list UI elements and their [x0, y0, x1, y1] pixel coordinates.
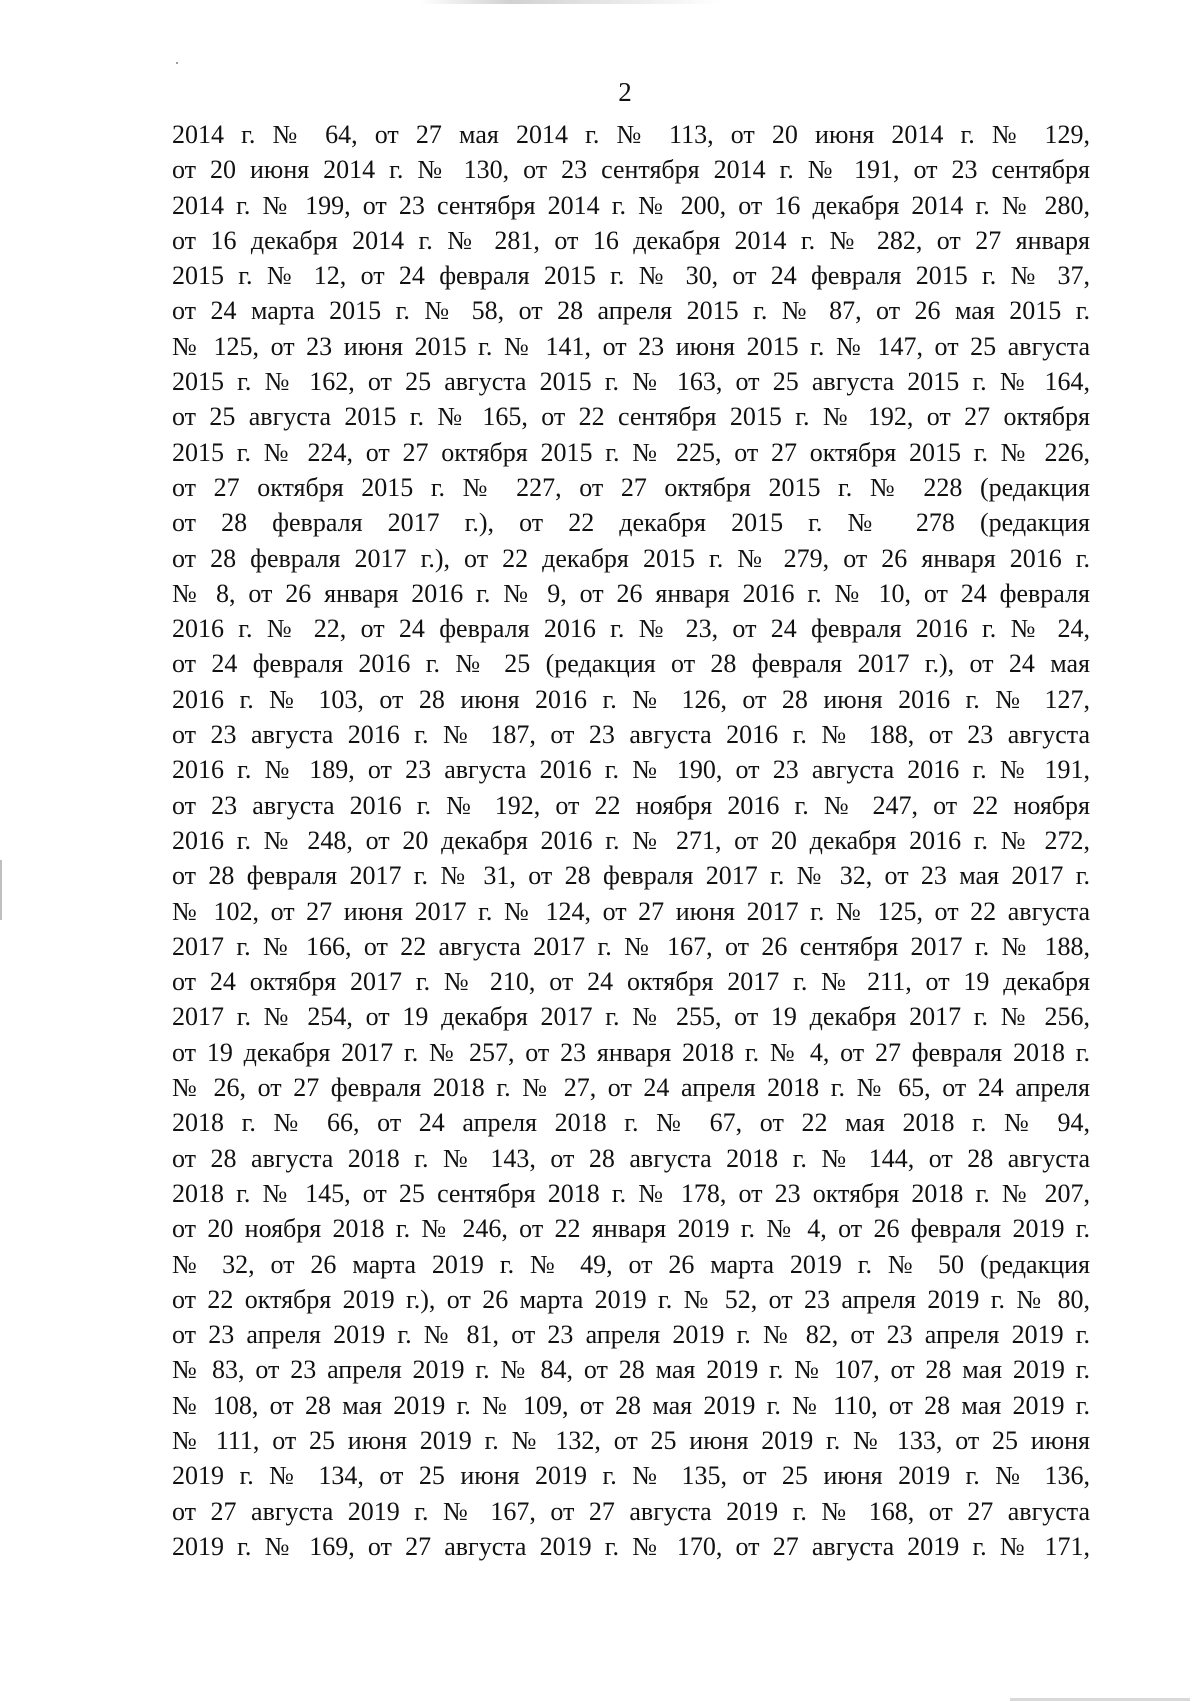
text-line: 2018 г. № 145, от 25 сентября 2018 г. № 178, от 23 октября 2018 г. № 207,: [172, 1178, 1090, 1208]
text-line: от 24 октября 2017 г. № 210, от 24 октября 2017 г. № 211, от 19 декабря: [172, 967, 1090, 997]
text-line: № 108, от 28 мая 2019 г. № 109, от 28 мая 2019 г. № 110, от 28 мая 2019 г.: [172, 1390, 1090, 1420]
text-line: от 20 июня 2014 г. № 130, от 23 сентября 2014 г. № 191, от 23 сентября: [172, 155, 1090, 185]
text-line: 2015 г. № 12, от 24 февраля 2015 г. № 30, от 24 февраля 2015 г. № 37,: [172, 261, 1090, 291]
text-line: от 22 октября 2019 г.), от 26 марта 2019 г. № 52, от 23 апреля 2019 г. № 80,: [172, 1284, 1090, 1314]
text-line: от 24 марта 2015 г. № 58, от 28 апреля 2015 г. № 87, от 26 мая 2015 г.: [172, 296, 1090, 326]
text-line: 2014 г. № 64, от 27 мая 2014 г. № 113, от 20 июня 2014 г. № 129,: [172, 120, 1090, 149]
text-line: 2015 г. № 224, от 27 октября 2015 г. № 225, от 27 октября 2015 г. № 226,: [172, 437, 1090, 467]
text-line: от 27 августа 2019 г. № 167, от 27 августа 2019 г. № 168, от 27 августа: [172, 1496, 1090, 1526]
text-line: 2017 г. № 254, от 19 декабря 2017 г. № 255, от 19 декабря 2017 г. № 256,: [172, 1002, 1090, 1032]
text-line: № 125, от 23 июня 2015 г. № 141, от 23 июня 2015 г. № 147, от 25 августа: [172, 331, 1090, 361]
text-line: 2018 г. № 66, от 24 апреля 2018 г. № 67, от 22 мая 2018 г. № 94,: [172, 1108, 1090, 1138]
text-line: 2016 г. № 22, от 24 февраля 2016 г. № 23, от 24 февраля 2016 г. № 24,: [172, 614, 1090, 644]
text-line: 2014 г. № 199, от 23 сентября 2014 г. № 200, от 16 декабря 2014 г. № 280,: [172, 190, 1090, 220]
text-line: от 23 августа 2016 г. № 187, от 23 августа 2016 г. № 188, от 23 августа: [172, 720, 1090, 750]
text-line: 2016 г. № 248, от 20 декабря 2016 г. № 271, от 20 декабря 2016 г. № 272,: [172, 825, 1090, 855]
text-line: от 20 ноября 2018 г. № 246, от 22 января 2019 г. № 4, от 26 февраля 2019 г.: [172, 1214, 1090, 1244]
scan-artifact-left: [0, 860, 2, 920]
text-line: от 27 октября 2015 г. № 227, от 27 октября 2015 г. № 228 (редакция: [172, 472, 1090, 502]
text-line: 2016 г. № 189, от 23 августа 2016 г. № 190, от 23 августа 2016 г. № 191,: [172, 755, 1090, 785]
text-line: от 16 декабря 2014 г. № 281, от 16 декабря 2014 г. № 282, от 27 января: [172, 225, 1090, 255]
text-line: 2016 г. № 103, от 28 июня 2016 г. № 126, от 28 июня 2016 г. № 127,: [172, 684, 1090, 714]
text-line: от 19 декабря 2017 г. № 257, от 23 января 2018 г. № 4, от 27 февраля 2018 г.: [172, 1037, 1090, 1067]
text-line: от 28 февраля 2017 г.), от 22 декабря 2015 г. № 278 (редакция: [172, 508, 1090, 538]
text-line: от 23 августа 2016 г. № 192, от 22 ноября 2016 г. № 247, от 22 ноября: [172, 790, 1090, 820]
text-line: от 25 августа 2015 г. № 165, от 22 сентября 2015 г. № 192, от 27 октября: [172, 402, 1090, 432]
text-line: № 8, от 26 января 2016 г. № 9, от 26 января 2016 г. № 10, от 24 февраля: [172, 578, 1090, 608]
text-line: № 83, от 23 апреля 2019 г. № 84, от 28 мая 2019 г. № 107, от 28 мая 2019 г.: [172, 1355, 1090, 1385]
text-line: от 28 августа 2018 г. № 143, от 28 августа 2018 г. № 144, от 28 августа: [172, 1143, 1090, 1173]
text-line: № 26, от 27 февраля 2018 г. № 27, от 24 апреля 2018 г. № 65, от 24 апреля: [172, 1073, 1090, 1103]
text-line: 2015 г. № 162, от 25 августа 2015 г. № 163, от 25 августа 2015 г. № 164,: [172, 367, 1090, 397]
text-line: № 102, от 27 июня 2017 г. № 124, от 27 июня 2017 г. № 125, от 22 августа: [172, 896, 1090, 926]
text-line: № 111, от 25 июня 2019 г. № 132, от 25 июня 2019 г. № 133, от 25 июня: [172, 1425, 1090, 1455]
text-line: 2019 г. № 134, от 25 июня 2019 г. № 135, от 25 июня 2019 г. № 136,: [172, 1461, 1090, 1491]
text-line: от 23 апреля 2019 г. № 81, от 23 апреля 2019 г. № 82, от 23 апреля 2019 г.: [172, 1320, 1090, 1350]
scan-artifact-top: [420, 0, 720, 4]
text-line: от 28 февраля 2017 г. № 31, от 28 февраля 2017 г. № 32, от 23 мая 2017 г.: [172, 861, 1090, 891]
text-line: от 24 февраля 2016 г. № 25 (редакция от 28 февраля 2017 г.), от 24 мая: [172, 649, 1090, 679]
text-line: от 28 февраля 2017 г.), от 22 декабря 2015 г. № 279, от 26 января 2016 г.: [172, 543, 1090, 573]
body-paragraph: [172, 117, 1090, 1564]
scan-speck: [176, 62, 178, 64]
text-line: 2019 г. № 169, от 27 августа 2019 г. № 170, от 27 августа 2019 г. № 171,: [172, 1531, 1090, 1561]
text-line: № 32, от 26 марта 2019 г. № 49, от 26 марта 2019 г. № 50 (редакция: [172, 1249, 1090, 1279]
page-number: 2: [618, 77, 632, 107]
text-line: 2017 г. № 166, от 22 августа 2017 г. № 167, от 26 сентября 2017 г. № 188,: [172, 931, 1090, 961]
